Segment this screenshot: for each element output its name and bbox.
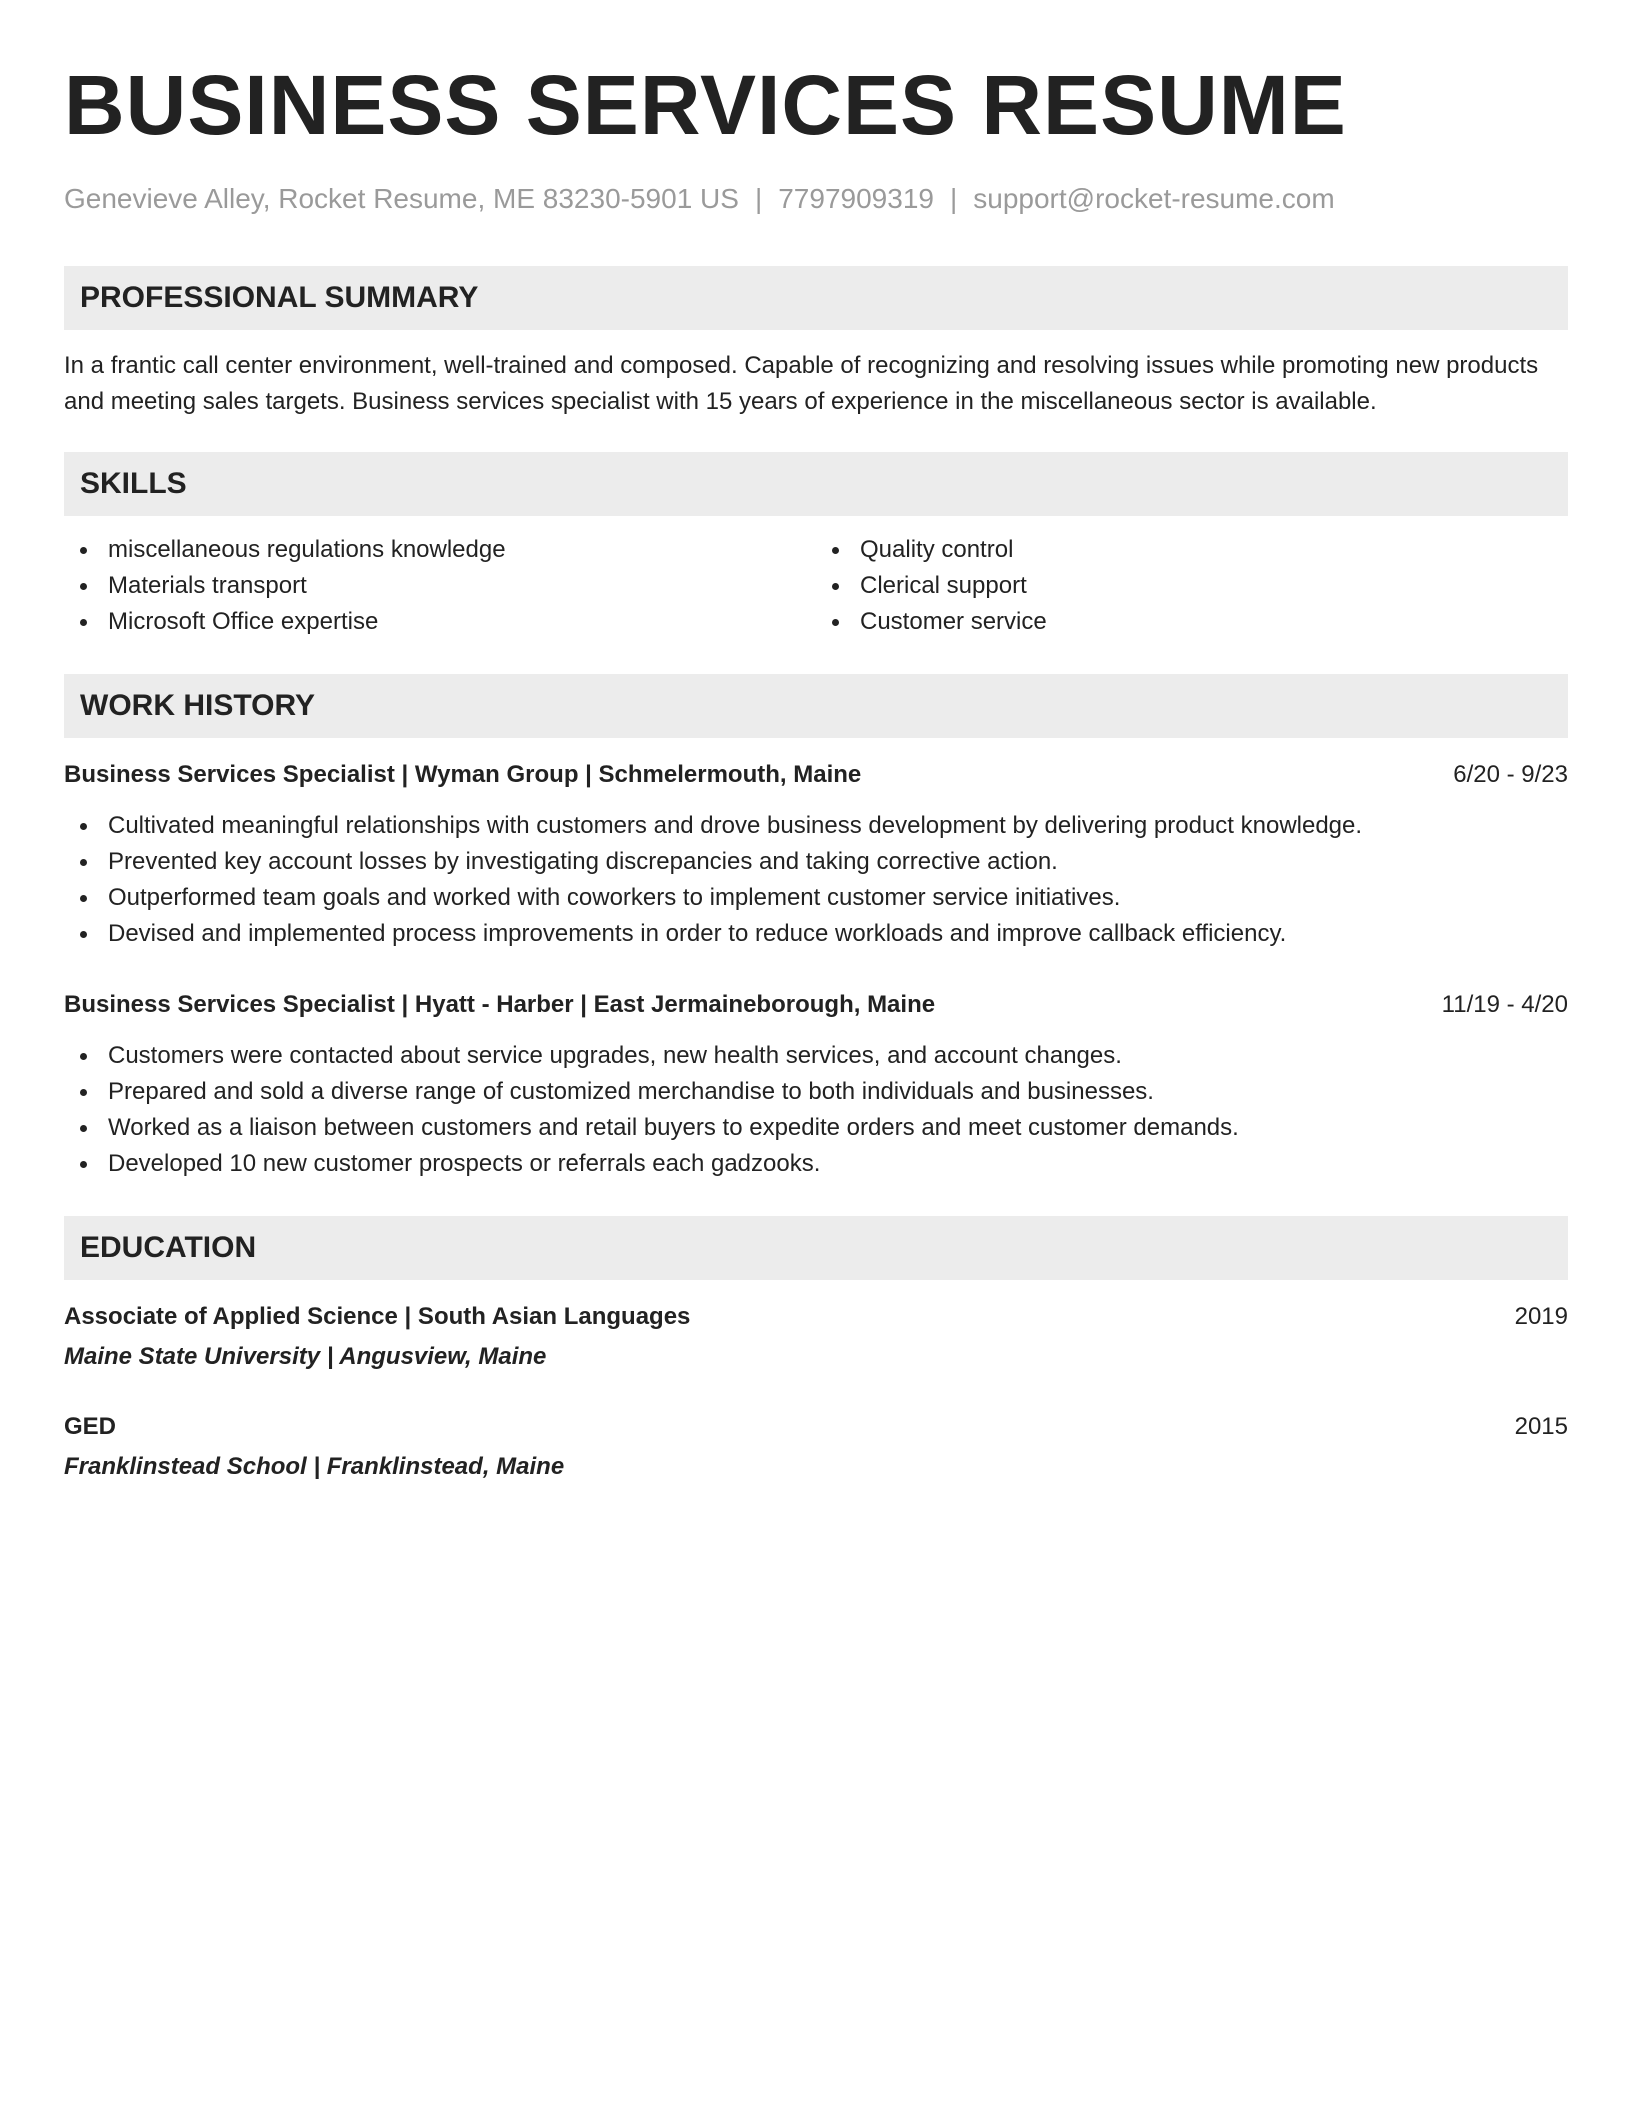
education-header xyxy=(64,1300,1568,1334)
skills-right-column xyxy=(816,532,1568,640)
job-title: Business Services Specialist | Wyman Group | Schmelermouth, Maine xyxy=(64,761,862,788)
work-history-heading: WORK HISTORY xyxy=(64,674,1568,738)
job-bullet: Devised and implemented process improvements in order to reduce workloads and improve callback efficiency. xyxy=(64,916,1568,952)
job-bullets xyxy=(64,1038,1568,1182)
job-bullet: Worked as a liaison between customers and retail buyers to expedite orders and meet customer demands. xyxy=(64,1110,1568,1146)
job-bullet: Outperformed team goals and worked with coworkers to implement customer service initiatives. xyxy=(64,880,1568,916)
job-entry xyxy=(64,988,1568,1182)
contact-email: support@rocket-resume.com xyxy=(973,183,1335,214)
skills-grid xyxy=(64,532,1568,640)
skill-item: miscellaneous regulations knowledge xyxy=(64,532,816,568)
education-header xyxy=(64,1410,1568,1444)
education-degree: Associate of Applied Science | South Asian Languages xyxy=(64,1303,691,1330)
education-degree: GED xyxy=(64,1413,117,1440)
job-bullet: Developed 10 new customer prospects or referrals each gadzooks. xyxy=(64,1146,1568,1182)
skills-heading: SKILLS xyxy=(64,452,1568,516)
contact-phone: 7797909319 xyxy=(778,183,934,214)
job-header xyxy=(64,758,1568,792)
summary-text: In a frantic call center environment, well-trained and composed. Capable of recognizing and resolving issues while promoting new products and meeting sales targets. Business services specialist with 15 years of experience in the miscellaneous sector is available. xyxy=(64,352,1539,415)
skills-left-column xyxy=(64,532,816,640)
education-year: 2015 xyxy=(1514,1413,1568,1440)
contact-separator: | xyxy=(949,183,958,214)
education-entry xyxy=(64,1410,1568,1484)
education-year: 2019 xyxy=(1514,1303,1568,1330)
education-section xyxy=(64,1216,1568,1484)
job-bullet: Prepared and sold a diverse range of customized merchandise to both individuals and businesses. xyxy=(64,1074,1568,1110)
job-bullet: Cultivated meaningful relationships with customers and drove business development by delivering product knowledge. xyxy=(64,808,1568,844)
job-header xyxy=(64,988,1568,1022)
contact-line xyxy=(64,182,1568,216)
job-entry xyxy=(64,758,1568,952)
education-entry xyxy=(64,1300,1568,1374)
education-school: Franklinstead School | Franklinstead, Maine xyxy=(64,1453,565,1480)
job-bullet: Customers were contacted about service upgrades, new health services, and account changes. xyxy=(64,1038,1568,1074)
skill-item: Customer service xyxy=(816,604,1568,640)
education-heading: EDUCATION xyxy=(64,1216,1568,1280)
skill-item: Microsoft Office expertise xyxy=(64,604,816,640)
job-title: Business Services Specialist | Hyatt - Harber | East Jermaineborough, Maine xyxy=(64,991,936,1018)
summary-heading: PROFESSIONAL SUMMARY xyxy=(64,266,1568,330)
job-bullet: Prevented key account losses by investigating discrepancies and taking corrective action. xyxy=(64,844,1568,880)
education-school: Maine State University | Angusview, Maine xyxy=(64,1343,547,1370)
skill-item: Materials transport xyxy=(64,568,816,604)
skill-item: Quality control xyxy=(816,532,1568,568)
job-dates: 6/20 - 9/23 xyxy=(1453,761,1568,788)
contact-address: Genevieve Alley, Rocket Resume, ME 83230-5901 US xyxy=(64,183,739,214)
skills-section xyxy=(64,452,1568,640)
job-dates: 11/19 - 4/20 xyxy=(1441,991,1568,1018)
skill-item: Clerical support xyxy=(816,568,1568,604)
contact-separator: | xyxy=(754,183,763,214)
work-history-section xyxy=(64,674,1568,1182)
job-bullets xyxy=(64,808,1568,952)
summary-section xyxy=(64,266,1568,420)
resume-title: BUSINESS SERVICES RESUME xyxy=(64,58,1347,152)
